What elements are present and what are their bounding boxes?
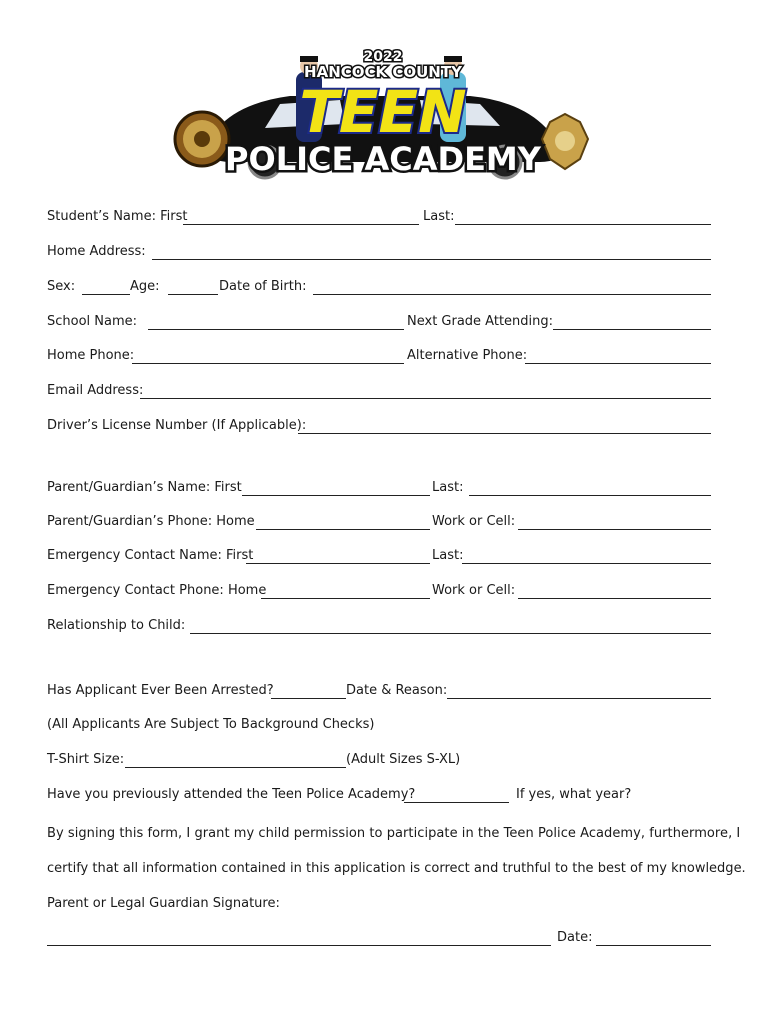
logo-year: 2022 [363,49,403,65]
age-label: Age: [130,279,160,294]
county-seal-icon [175,112,229,166]
parent-phone-home-line[interactable] [256,529,430,530]
consent-line-2: certify that all information contained in this application is correct and truthful to the best of my knowledge. [47,861,746,876]
date-reason-line[interactable] [447,698,711,699]
emergency-phone-home-line[interactable] [261,598,430,599]
alt-phone-line[interactable] [525,363,711,364]
school-name-line[interactable] [148,329,404,330]
logo-academy: POLICE ACADEMY [225,140,541,178]
student-last-label: Last: [423,209,455,224]
logo-teen: TEEN [299,78,467,146]
emergency-last-label: Last: [432,548,464,563]
tshirt-line[interactable] [125,767,346,768]
emergency-work-label: Work or Cell: [432,583,516,598]
background-note: (All Applicants Are Subject To Background Checks) [47,717,375,732]
age-line[interactable] [168,294,218,295]
drivers-license-line[interactable] [298,433,711,434]
parent-phone-home-label: Parent/Guardian’s Phone: Home [47,514,255,529]
signature-line[interactable] [47,945,551,946]
relationship-label: Relationship to Child: [47,618,186,633]
adult-sizes-note: (Adult Sizes S-XL) [346,752,461,767]
student-first-label: Student’s Name: First [47,209,188,224]
emergency-phone-home-label: Emergency Contact Phone: Home [47,583,267,598]
date-label: Date: [557,930,593,945]
parent-first-label: Parent/Guardian’s Name: First [47,480,242,495]
email-line[interactable] [140,398,711,399]
tshirt-label: T-Shirt Size: [47,752,125,767]
date-reason-label: Date & Reason: [346,683,448,698]
arrested-label: Has Applicant Ever Been Arrested? [47,683,274,698]
home-phone-label: Home Phone: [47,348,135,363]
email-label: Email Address: [47,383,144,398]
next-grade-line[interactable] [553,329,711,330]
consent-line-1: By signing this form, I grant my child permission to participate in the Teen Police Academy, furthermore, I [47,826,741,841]
next-grade-label: Next Grade Attending: [407,314,554,329]
parent-last-label: Last: [432,480,464,495]
emergency-first-line[interactable] [246,563,430,564]
emergency-first-label: Emergency Contact Name: First [47,548,254,563]
relationship-line[interactable] [190,633,711,634]
signature-label: Parent or Legal Guardian Signature: [47,896,280,911]
emergency-work-line[interactable] [518,598,711,599]
if-yes-label: If yes, what year? [516,787,632,802]
student-last-line[interactable] [455,224,711,225]
drivers-license-label: Driver’s License Number (If Applicable): [47,418,307,433]
home-address-line[interactable] [152,259,711,260]
sex-label: Sex: [47,279,76,294]
parent-first-line[interactable] [242,495,430,496]
emergency-last-line[interactable] [462,563,711,564]
logo-county: HANCOCK COUNTY [304,63,462,81]
previously-attended-line[interactable] [404,802,509,803]
parent-work-label: Work or Cell: [432,514,516,529]
previously-attended-label: Have you previously attended the Teen Police Academy? [47,787,416,802]
arrested-line[interactable] [271,698,346,699]
parent-last-line[interactable] [469,495,711,496]
dob-label: Date of Birth: [219,279,307,294]
sex-line[interactable] [82,294,130,295]
parent-work-line[interactable] [518,529,711,530]
home-phone-line[interactable] [132,363,404,364]
school-name-label: School Name: [47,314,138,329]
date-line[interactable] [596,945,711,946]
alt-phone-label: Alternative Phone: [407,348,528,363]
academy-logo [170,44,590,184]
student-first-line[interactable] [183,224,419,225]
home-address-label: Home Address: [47,244,146,259]
dob-line[interactable] [313,294,711,295]
